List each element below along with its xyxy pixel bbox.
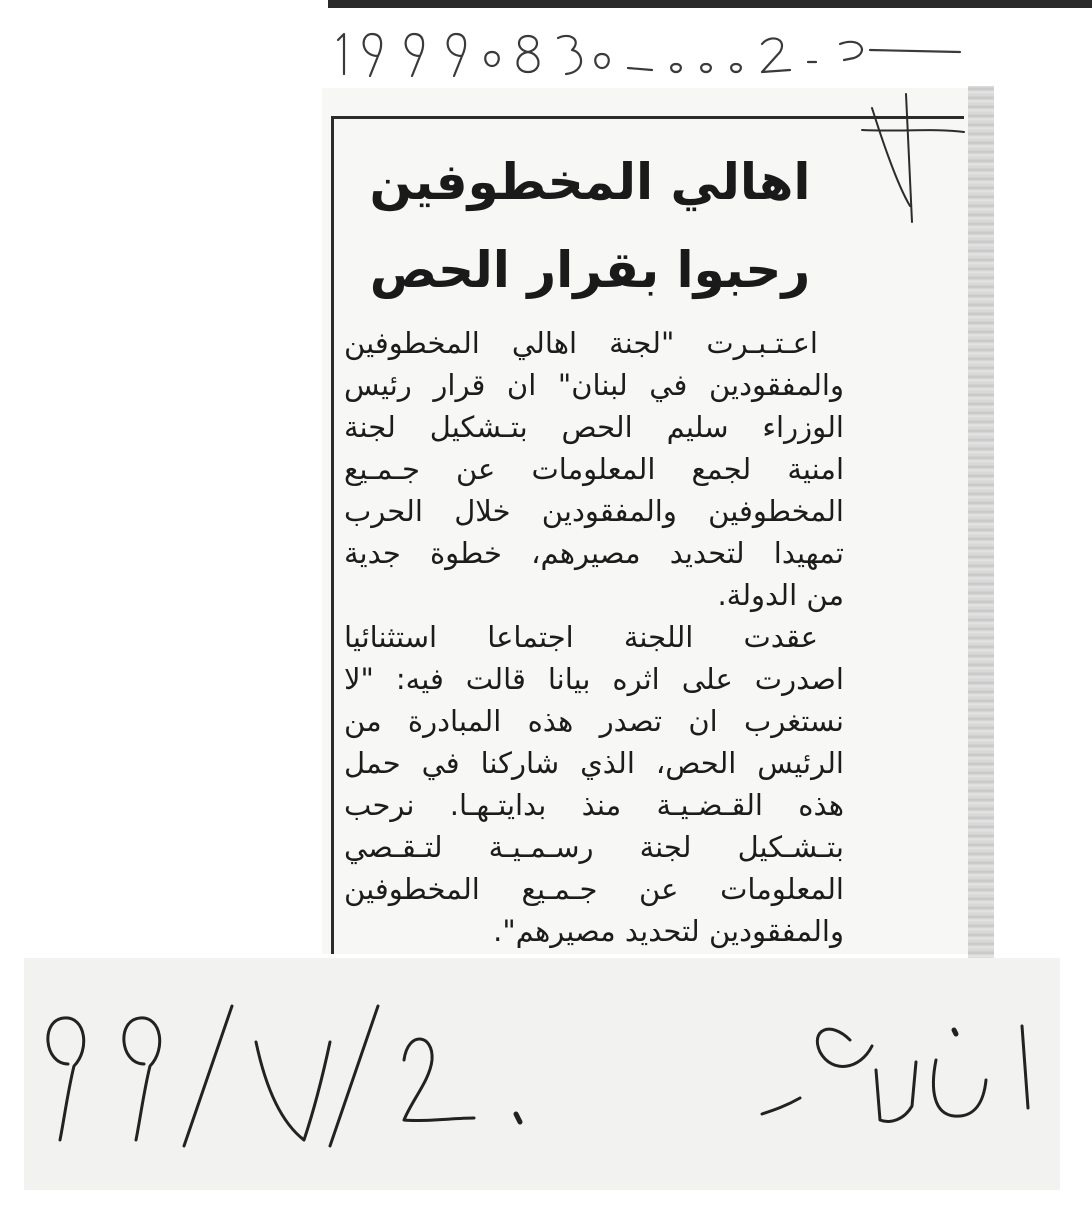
column-rule-left: [331, 116, 334, 954]
article-headline: [360, 138, 820, 314]
body-line: اصدرت على اثره بيانا قالت فيه: "لا: [344, 662, 844, 696]
body-line: هذه القـضـيـة منذ بدايتـهـا. نرحب: [344, 788, 844, 822]
handwritten-archive-code: [330, 22, 970, 82]
headline-line: اهالي المخطوفين: [369, 153, 811, 211]
clipping-torn-edge: [968, 86, 994, 986]
article-body: [344, 322, 844, 952]
body-line: المخطوفين والمفقودين خلال الحرب: [344, 494, 844, 528]
body-line: والمفقودين في لبنان" ان قرار رئيس: [344, 368, 844, 402]
body-line: الوزراء سليم الحص بتـشكيل لجنة: [344, 410, 844, 444]
body-line: امنية لجمع المعلومات عن جـمـيع: [344, 452, 844, 486]
body-line: من الدولة.: [717, 578, 844, 612]
handwritten-source-name: [740, 990, 1060, 1160]
pen-check-mark: [858, 86, 968, 226]
body-line: المعلومات عن جـمـيع المخطوفين: [344, 872, 844, 906]
body-line: اعـتـبـرت "لجنة اهالي المخطوفين: [344, 326, 818, 360]
body-line: عقدت اللجنة اجتماعا استثنائيا: [344, 620, 818, 654]
body-line: نستغرب ان تصدر هذه المبادرة من: [344, 704, 844, 738]
scan-top-edge: [328, 0, 1092, 8]
headline-line: رحبوا بقرار الحص: [369, 241, 811, 299]
body-line: تمهيدا لتحديد مصيرهم، خطوة جدية: [344, 536, 844, 570]
body-line: الرئيس الحص، الذي شاركنا في حمل: [344, 746, 844, 780]
handwritten-date: [24, 990, 544, 1160]
body-line: والمفقودين لتحديد مصيرهم".: [493, 914, 844, 948]
body-line: بتـشـكيل لجنة رسـمـيـة لتـقـصي: [344, 830, 844, 864]
